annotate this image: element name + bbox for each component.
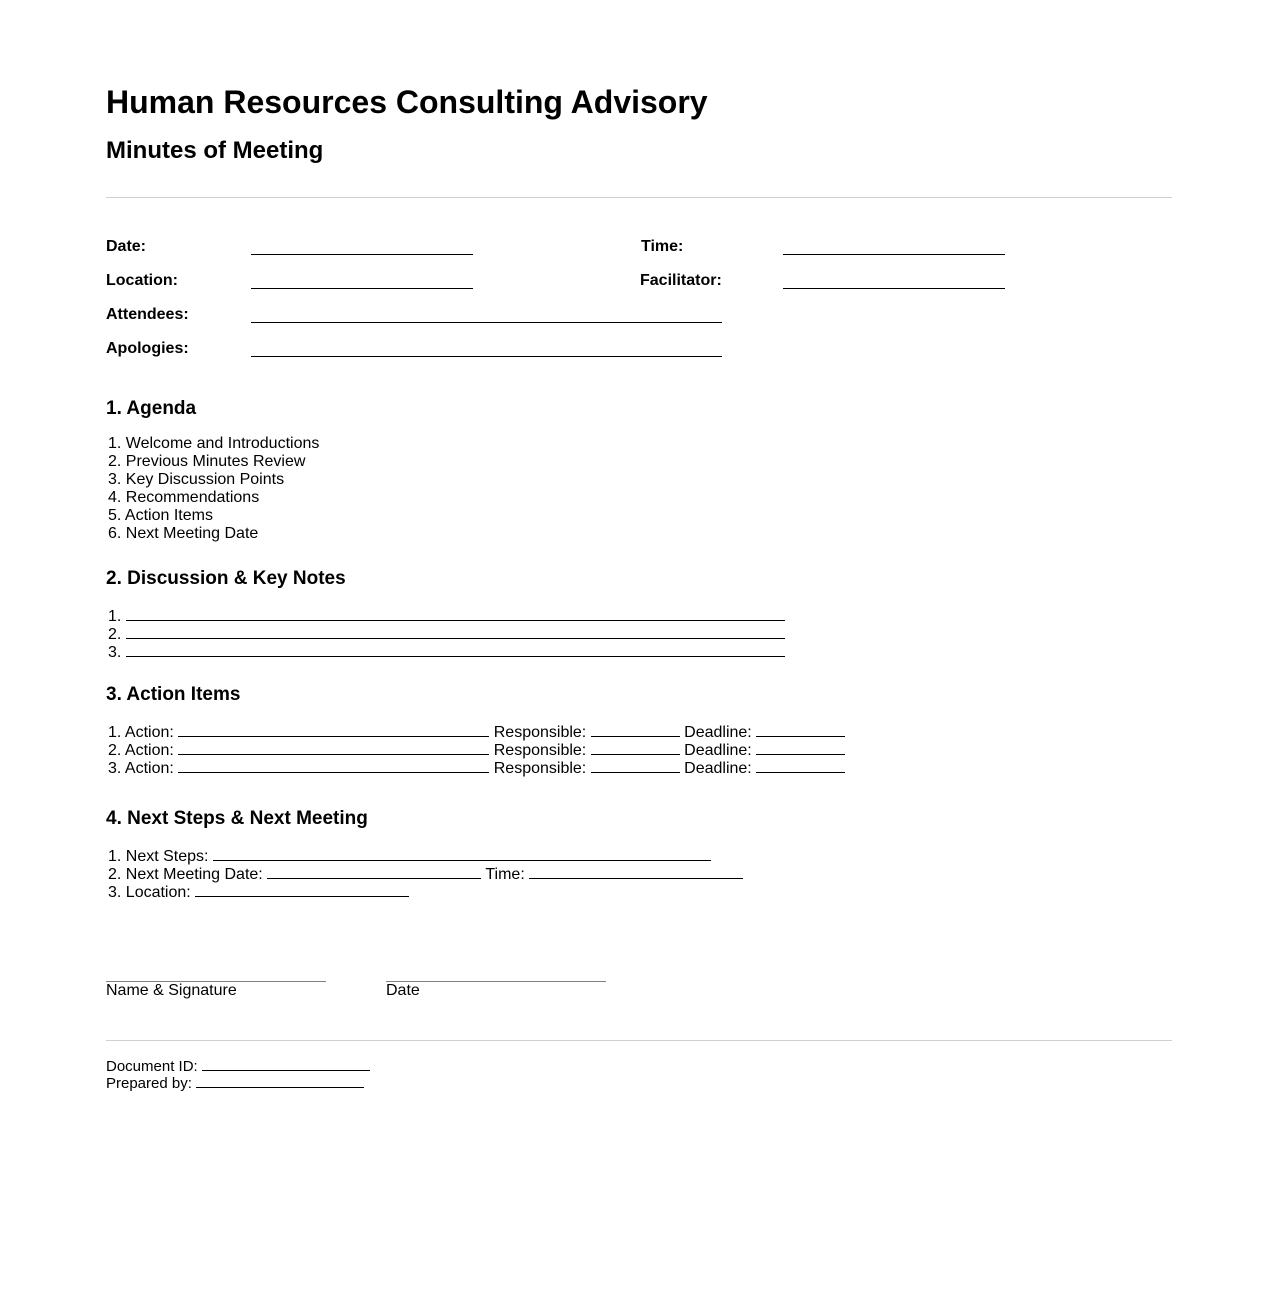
- action-field[interactable]: [178, 757, 489, 773]
- action-item-row: 1. Action: Responsible: Deadline:: [108, 721, 845, 739]
- apologies-field[interactable]: [251, 356, 722, 357]
- action-field[interactable]: [178, 721, 489, 737]
- next-meeting-location-field[interactable]: [195, 881, 409, 897]
- next-steps-list: [108, 845, 743, 899]
- agenda-list: [108, 435, 319, 543]
- location-field[interactable]: [251, 288, 473, 289]
- next-location-row: 3. Location:: [108, 881, 743, 899]
- responsible-field[interactable]: [591, 739, 680, 755]
- next-steps-heading: 4. Next Steps & Next Meeting: [106, 808, 368, 829]
- location-label: Location:: [106, 272, 178, 289]
- responsible-field[interactable]: [591, 757, 680, 773]
- agenda-item: 1. Welcome and Introductions: [108, 435, 320, 452]
- deadline-field[interactable]: [756, 721, 845, 737]
- deadline-field[interactable]: [756, 739, 845, 755]
- action-item-row: 3. Action: Responsible: Deadline:: [108, 757, 845, 775]
- discussion-heading: 2. Discussion & Key Notes: [106, 568, 346, 589]
- prepared-by-row: Prepared by:: [106, 1074, 370, 1091]
- time-label: Time:: [641, 238, 684, 255]
- agenda-item: 5. Action Items: [108, 507, 213, 524]
- header-divider: [106, 197, 1172, 198]
- discussion-item: 2.: [108, 623, 785, 641]
- attendees-label: Attendees:: [106, 306, 189, 323]
- responsible-field[interactable]: [591, 721, 680, 737]
- next-meeting-row: 2. Next Meeting Date: Time:: [108, 863, 743, 881]
- next-steps-row: 1. Next Steps:: [108, 845, 743, 863]
- agenda-heading: 1. Agenda: [106, 398, 197, 419]
- facilitator-field[interactable]: [783, 288, 1005, 289]
- discussion-note-field[interactable]: [126, 641, 785, 657]
- document-id-field[interactable]: [202, 1057, 370, 1071]
- action-field[interactable]: [178, 739, 489, 755]
- time-field[interactable]: [783, 254, 1005, 255]
- attendees-field[interactable]: [251, 322, 722, 323]
- date-field[interactable]: [251, 254, 473, 255]
- next-steps-field[interactable]: [213, 845, 711, 861]
- facilitator-label: Facilitator:: [640, 272, 722, 289]
- agenda-item: 6. Next Meeting Date: [108, 525, 259, 542]
- action-item-row: 2. Action: Responsible: Deadline:: [108, 739, 845, 757]
- agenda-item: 3. Key Discussion Points: [108, 471, 285, 488]
- discussion-list: [108, 605, 785, 659]
- apologies-label: Apologies:: [106, 340, 189, 357]
- document-subtitle: Minutes of Meeting: [106, 137, 324, 164]
- discussion-item: 3.: [108, 641, 785, 659]
- discussion-item: 1.: [108, 605, 785, 623]
- agenda-item: 4. Recommendations: [108, 489, 260, 506]
- discussion-note-field[interactable]: [126, 605, 785, 621]
- deadline-field[interactable]: [756, 757, 845, 773]
- action-items-heading: 3. Action Items: [106, 684, 241, 705]
- next-meeting-time-field[interactable]: [529, 863, 743, 879]
- discussion-note-field[interactable]: [126, 623, 785, 639]
- action-items-list: [108, 721, 845, 775]
- footer-divider: [106, 1040, 1172, 1041]
- footer: [106, 1057, 370, 1091]
- document-id-row: Document ID:: [106, 1057, 370, 1074]
- next-meeting-date-field[interactable]: [267, 863, 481, 879]
- agenda-item: 2. Previous Minutes Review: [108, 453, 306, 470]
- date-label: Date:: [106, 238, 147, 255]
- prepared-by-field[interactable]: [196, 1074, 364, 1088]
- signature-label: Name & Signature: [106, 982, 237, 999]
- signature-date-label: Date: [386, 982, 420, 999]
- document-title: Human Resources Consulting Advisory: [106, 84, 708, 120]
